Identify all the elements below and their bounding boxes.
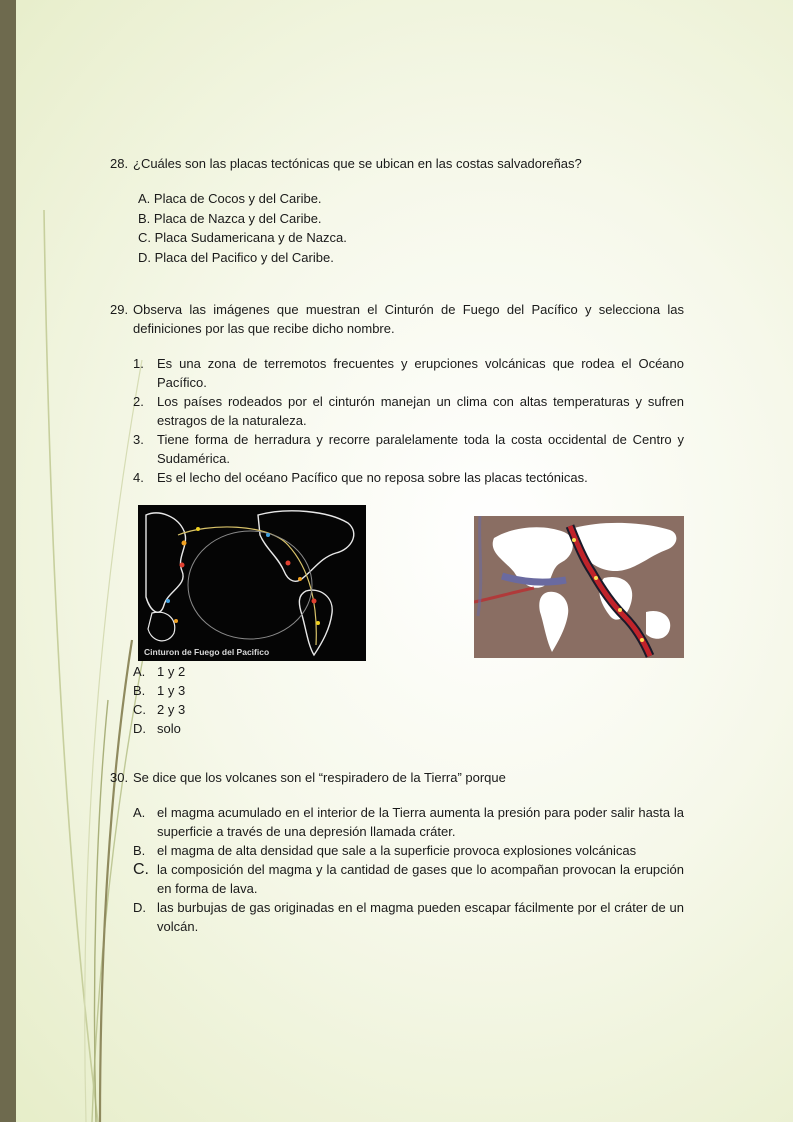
option-b: B. 1 y 3 bbox=[133, 683, 186, 698]
image-caption: Cinturon de Fuego del Pacifico bbox=[144, 647, 270, 657]
option-c: C. Placa Sudamericana y de Nazca. bbox=[138, 230, 347, 245]
option-b: B. Placa de Nazca y del Caribe. bbox=[138, 210, 322, 226]
question-text: Se dice que los volcanes son el “respiradero de la Tierra” porque bbox=[133, 770, 506, 785]
option-d: D. las burbujas de gas originadas en el magma pueden escapar fácilmente por el cráter de un volcán. bbox=[133, 900, 684, 934]
statement-4: 4. Es el lecho del océano Pacífico que no reposa sobre las placas tectónicas. bbox=[133, 470, 588, 485]
option-d: D. solo bbox=[133, 721, 181, 736]
question-29 bbox=[110, 300, 684, 487]
options-list bbox=[138, 189, 684, 267]
option-d: D. Placa del Pacifico y del Caribe. bbox=[138, 249, 334, 265]
option-a: A. el magma acumulado en el interior de la Tierra aumenta la presión para poder salir hasta la superficie a través de una depresión llamada cráter. bbox=[133, 805, 684, 839]
option-a: A. Placa de Cocos y del Caribe. bbox=[138, 191, 322, 206]
option-b: B. el magma de alta densidad que sale a la superficie provoca explosiones volcánicas bbox=[133, 843, 637, 858]
question-text: ¿Cuáles son las placas tectónicas que se ubican en las costas salvadoreñas? bbox=[133, 156, 582, 171]
option-a: A. 1 y 2 bbox=[133, 664, 186, 679]
options-list bbox=[133, 662, 684, 738]
ring-of-fire-map-image bbox=[138, 505, 366, 661]
question-number: 29. bbox=[110, 302, 129, 317]
statement-3: 3. Tiene forma de herradura y recorre paralelamente toda la costa occidental de Centro y Sudamérica. bbox=[133, 432, 684, 466]
statements-list bbox=[133, 354, 684, 487]
question-28 bbox=[110, 154, 684, 267]
world-map-ring-image bbox=[474, 516, 684, 658]
question-text: Observa las imágenes que muestran el Cinturón de Fuego del Pacífico y selecciona las definiciones por las que recibe dicho nombre. bbox=[133, 302, 684, 336]
question-number: 28. bbox=[110, 156, 129, 171]
options-list bbox=[133, 803, 684, 936]
question-29-answers bbox=[110, 662, 684, 738]
statement-1: 1. Es una zona de terremotos frecuentes y erupciones volcánicas que rodea el Océano Pacífico. bbox=[133, 356, 684, 390]
statement-2: 2. Los países rodeados por el cinturón manejan un clima con altas temperaturas y sufren estragos de la naturaleza. bbox=[133, 394, 684, 428]
option-c: C. la composición del magma y la cantidad de gases que lo acompañan provocan la erupción en forma de lava. bbox=[133, 861, 684, 896]
option-c: C. 2 y 3 bbox=[133, 702, 186, 717]
question-30 bbox=[110, 768, 684, 936]
question-number: 30. bbox=[110, 770, 129, 785]
